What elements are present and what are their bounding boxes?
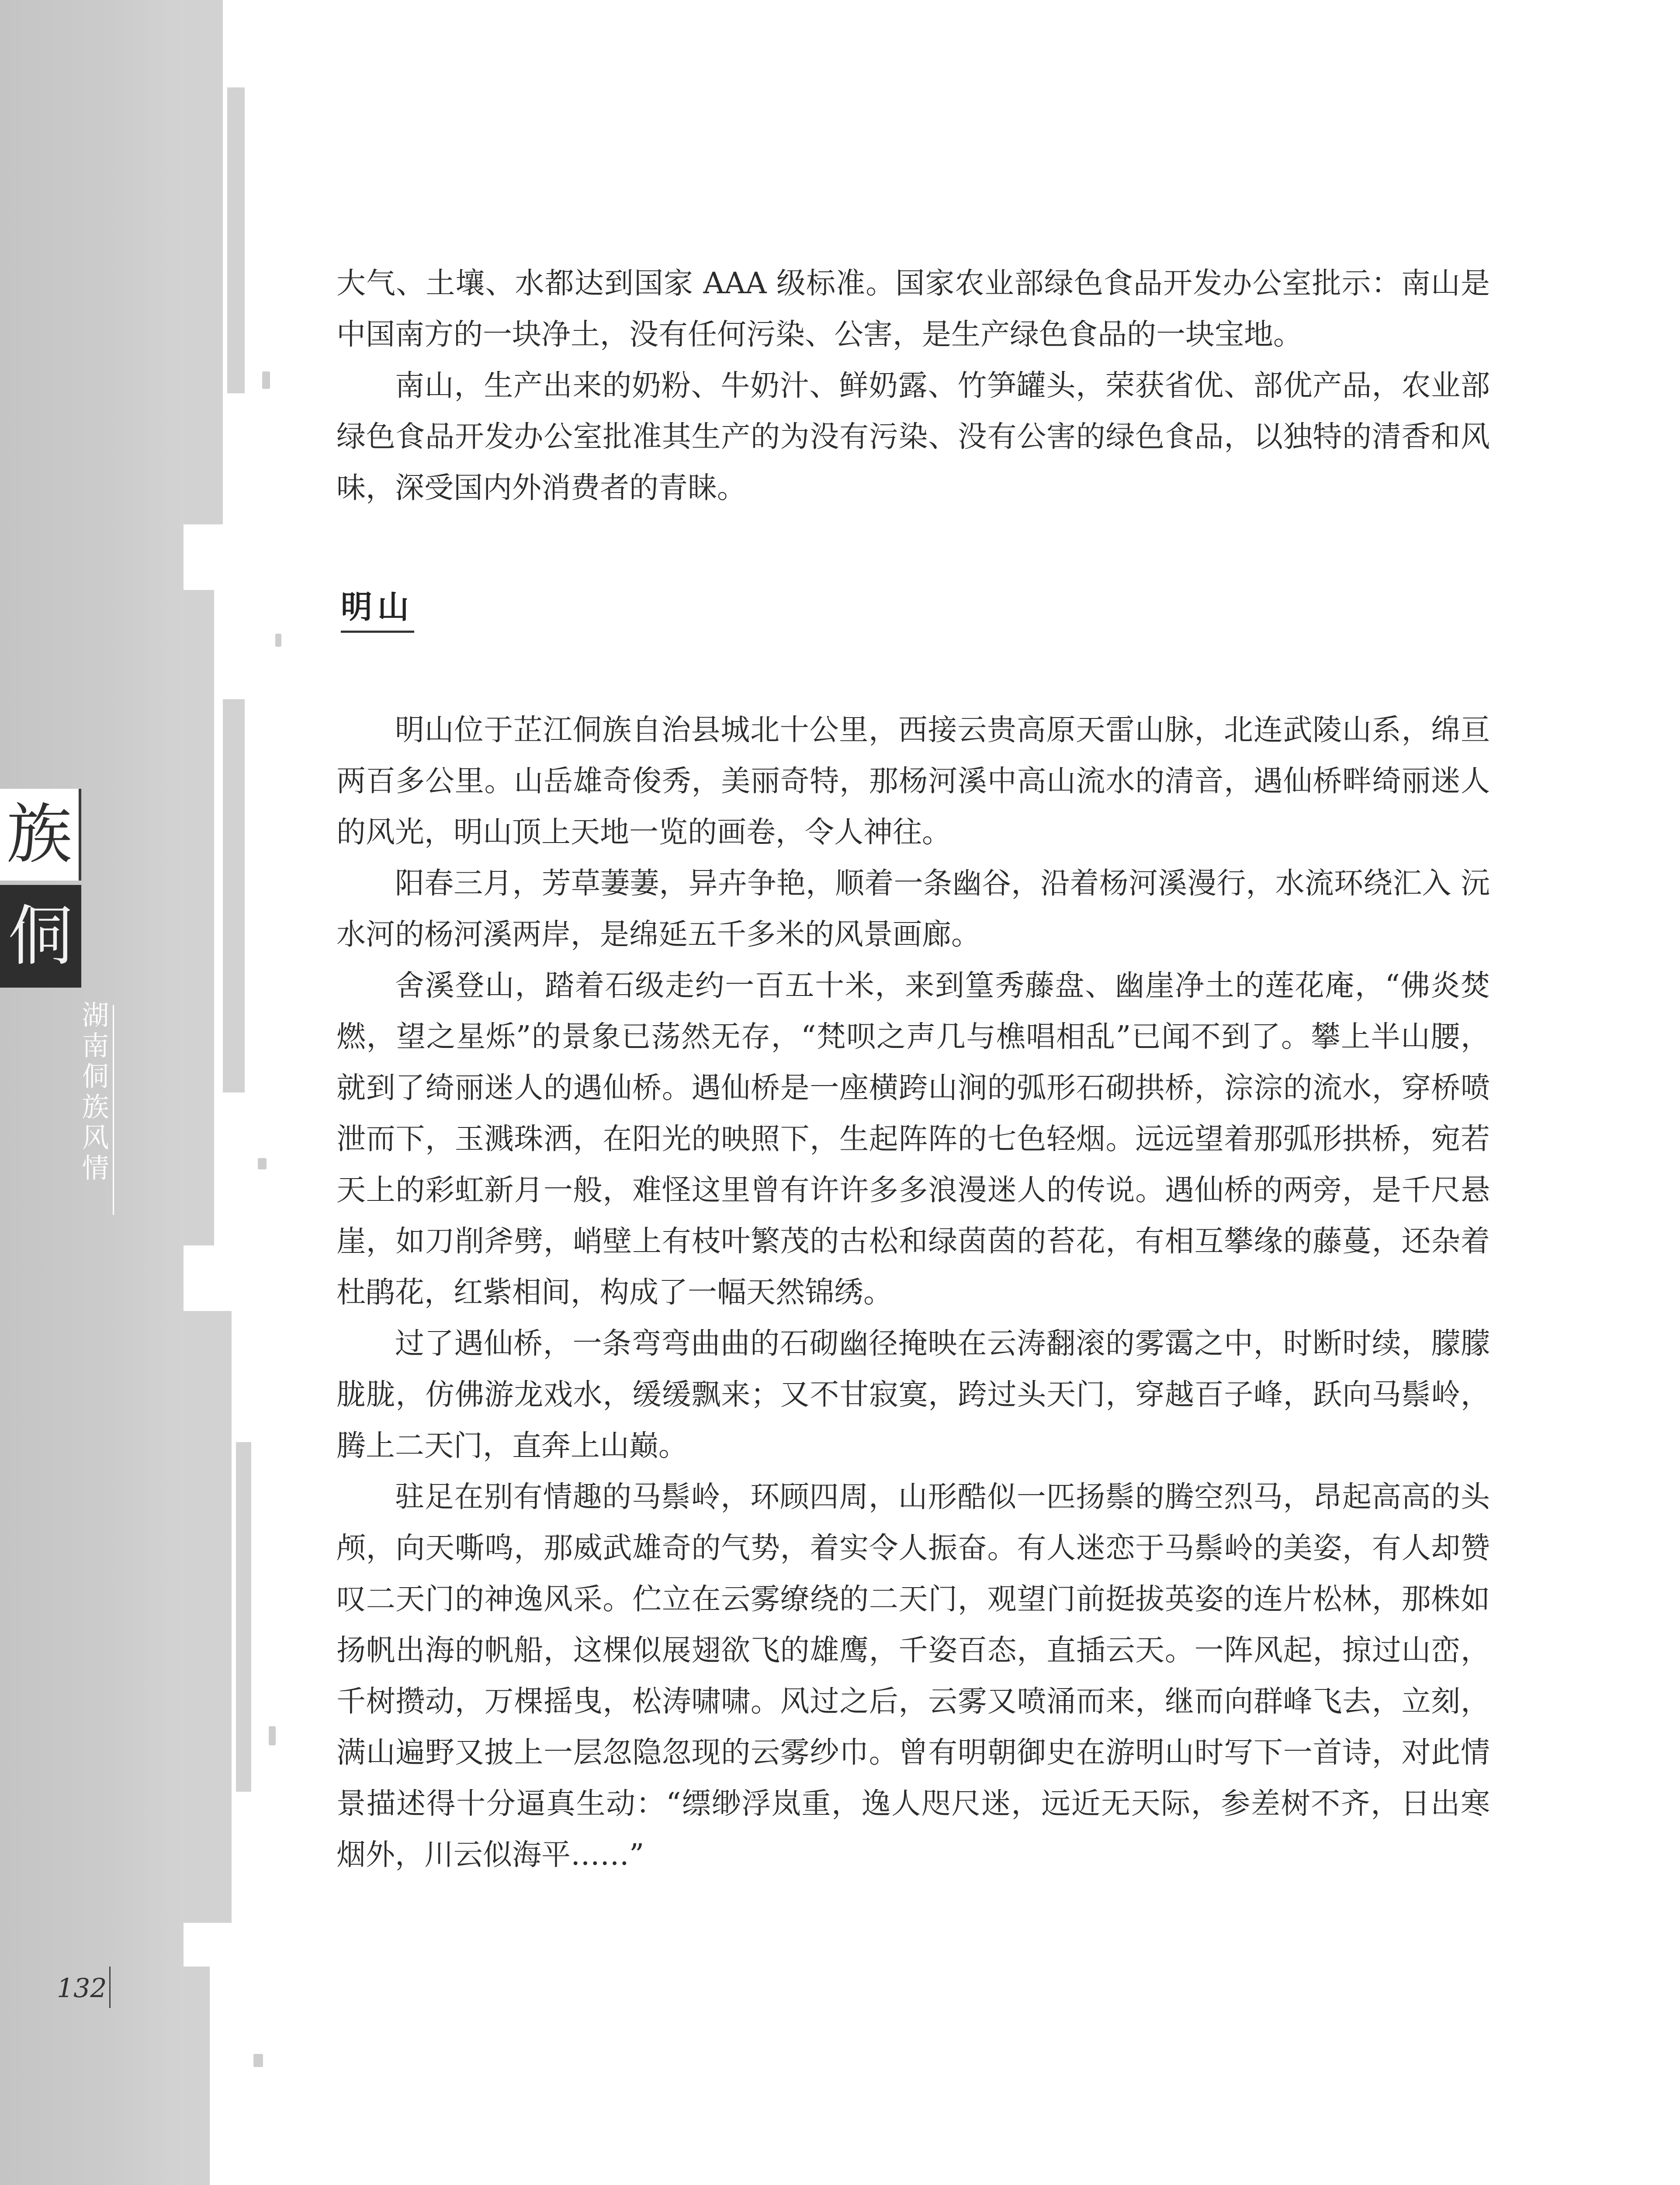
- page-number-divider: [109, 1966, 111, 2008]
- band-streak: [236, 1442, 251, 1792]
- page-number: 132: [57, 1973, 107, 2004]
- band-speck: [253, 2054, 263, 2067]
- book-subtitle-vertical: 湖南侗族风情: [77, 1001, 109, 1184]
- band-streak: [227, 87, 245, 393]
- band-streak: [223, 699, 245, 1092]
- paragraph-path: 过了遇仙桥，一条弯弯曲曲的石砌幽径掩映在云涛翻滚的雾霭之中，时断时续，朦朦胧胧，仿佛游龙戏水，缓缓飘来；又不甘寂寞，跨过头天门，穿越百子峰，跃向马鬃岭，腾上二天门，直奔上山巅。: [336, 1326, 1490, 1463]
- paragraph-intro: 大气、土壤、水都达到国家 AAA 级标准。国家农业部绿色食品开发办公室批示：南山是中国南方的一块净土，没有任何污染、公害，是生产绿色食品的一块宝地。: [336, 266, 1490, 351]
- subtitle-divider: [113, 1005, 114, 1215]
- band-speck: [262, 371, 270, 389]
- section-tab-char-bottom: 侗: [7, 898, 73, 975]
- ink-brush-side-band: [0, 0, 315, 2185]
- band-speck: [269, 1726, 276, 1745]
- paragraph-location: 明山位于芷江侗族自治县城北十公里，西接云贵高原天雷山脉，北连武陵山系，绵亘两百多公里。山岳雄奇俊秀，美丽奇特，那杨河溪中高山流水的清音，遇仙桥畔绮丽迷人的风光，明山顶上天地一览的画卷，令人神往。: [336, 713, 1490, 849]
- paragraph-spring: 阳春三月，芳草萋萋，异卉争艳，顺着一条幽谷，沿着杨河溪漫行，水流环绕汇入 沅水河的杨河溪两岸，是绵延五千多米的风景画廊。: [336, 866, 1490, 951]
- paragraph-ridge: 驻足在别有情趣的马鬃岭，环顾四周，山形酷似一匹扬鬃的腾空烈马，昂起高高的头颅，向天嘶鸣，那威武雄奇的气势，着实令人振奋。有人迷恋于马鬃岭的美姿，有人却赞叹二天门的神逸风采。伫立在云雾缭绕的二天门，观望门前挺拔英姿的连片松林，那株如扬帆出海的帆船，这棵似展翅欲飞的雄鹰，千姿百态，直插云天。一阵风起，掠过山峦，千树攒动，万棵摇曳，松涛啸啸。风过之后，云雾又喷涌而来，继而向群峰飞去，立刻，满山遍野又披上一层忽隐忽现的云雾纱巾。曾有明朝御史在游明山时写下一首诗，对此情景描述得十分逼真生动：“缥缈浮岚重，逸人咫尺迷，远近无天际，参差树不齐，日出寒烟外，川云似海平……”: [336, 1480, 1490, 1872]
- band-speck: [258, 1158, 267, 1169]
- section-tab-bottom: [0, 885, 81, 988]
- band-streak: [184, 1311, 232, 1923]
- article-body: [336, 258, 1490, 1880]
- section-heading: 明山: [341, 585, 414, 633]
- paragraph-products: 南山，生产出来的奶粉、牛奶汁、鲜奶露、竹笋罐头，荣获省优、部优产品，农业部绿色食品开发办公室批准其生产的为没有污染、没有公害的绿色食品，以独特的清香和风味，深受国内外消费者的青睐。: [336, 368, 1490, 505]
- section-tab-top: [0, 789, 81, 881]
- band-streak: [184, 590, 214, 1245]
- band-streak: [184, 1966, 210, 2185]
- paragraph-bridge: 舍溪登山，踏着石级走约一百五十米，来到篁秀藤盘、幽崖净土的莲花庵，“佛炎焚燃，望之星烁”的景象已荡然无存，“梵呗之声几与樵唱相乱”已闻不到了。攀上半山腰，就到了绮丽迷人的遇仙桥。遇仙桥是一座横跨山涧的弧形石砌拱桥，淙淙的流水，穿桥喷泄而下，玉溅珠洒，在阳光的映照下，生起阵阵的七色轻烟。远远望着那弧形拱桥，宛若天上的彩虹新月一般，难怪这里曾有许许多多浪漫迷人的传说。遇仙桥的两旁，是千尺悬崖，如刀削斧劈，峭壁上有枝叶繁茂的古松和绿茵茵的苔花，有相互攀缘的藤蔓，还杂着杜鹃花，红紫相间，构成了一幅天然锦绣。: [336, 968, 1490, 1309]
- section-tab-char-top: 族: [6, 797, 72, 873]
- band-speck: [275, 634, 281, 647]
- band-streak: [184, 0, 223, 524]
